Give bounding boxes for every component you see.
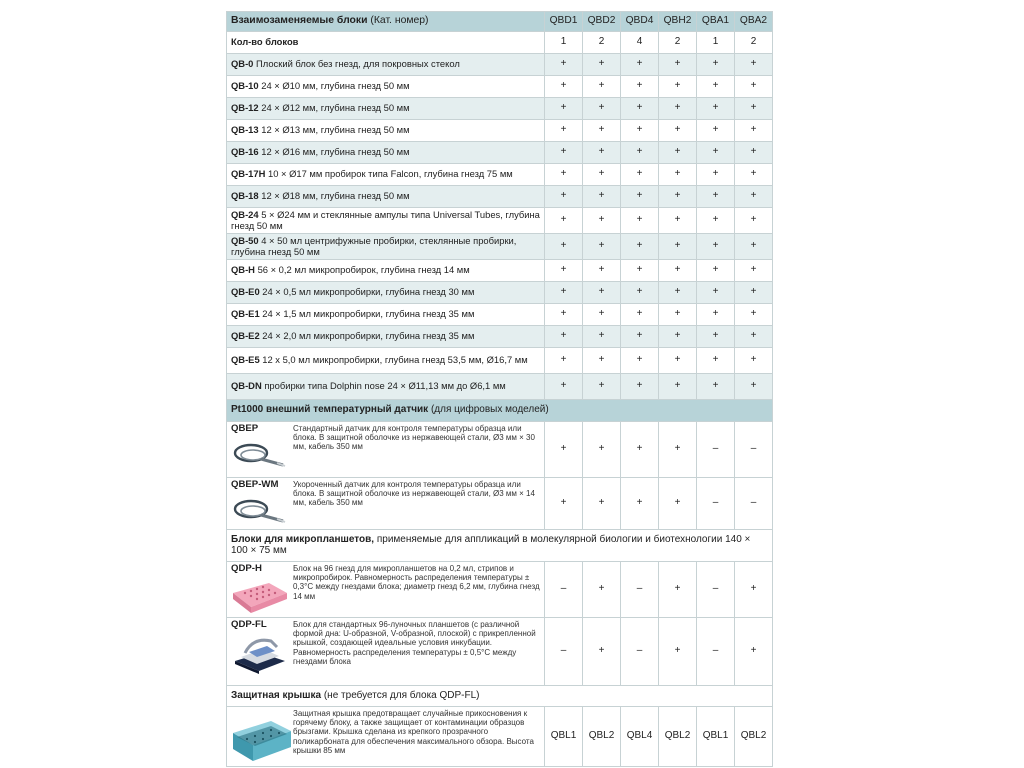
availability-cell: + (583, 282, 621, 304)
product-description (227, 422, 545, 478)
section-title (227, 530, 773, 562)
product-details: Стандартный датчик для контроля температуры образца или блока. В защитной оболочке из нержавеющей стали, Ø3 мм × 30 мм, кабель 350 мм (293, 424, 535, 452)
block-description (227, 304, 545, 326)
block-description (227, 282, 545, 304)
availability-cell: + (621, 164, 659, 186)
section-title (227, 400, 773, 422)
product-id (231, 618, 293, 677)
availability-cell: QBL1 (697, 707, 735, 767)
availability-cell: + (545, 326, 583, 348)
model-header: QBD1 (545, 12, 583, 32)
availability-cell: + (545, 260, 583, 282)
availability-cell: + (735, 260, 773, 282)
product-details: Укороченный датчик для контроля температуры образца или блока. В защитной оболочке из нержавеющей стали, Ø3 мм × 14 мм, кабель 350 мм (293, 480, 535, 508)
availability-cell: – (735, 422, 773, 478)
count-cell: 1 (545, 32, 583, 54)
availability-cell: + (583, 326, 621, 348)
availability-cell: + (545, 98, 583, 120)
availability-cell: + (545, 120, 583, 142)
availability-cell: QBL4 (621, 707, 659, 767)
availability-cell: + (583, 618, 621, 686)
block-row (227, 54, 773, 76)
block-code: QB-16 (231, 146, 259, 158)
block-description (227, 186, 545, 208)
availability-cell: + (697, 260, 735, 282)
count-cell: 2 (735, 32, 773, 54)
block-description (227, 208, 545, 234)
availability-cell: + (583, 374, 621, 400)
availability-cell: + (735, 618, 773, 686)
count-cell: 2 (659, 32, 697, 54)
availability-cell: + (735, 374, 773, 400)
product-code: QDP-FL (231, 619, 267, 630)
availability-cell: + (621, 374, 659, 400)
availability-cell: + (659, 618, 697, 686)
header-title-note: (Кат. номер) (367, 15, 429, 27)
availability-cell: + (583, 234, 621, 260)
block-code: QB-10 (231, 80, 259, 92)
availability-cell: + (659, 562, 697, 618)
product-description (227, 618, 545, 686)
block-row (227, 208, 773, 234)
section-title (227, 686, 773, 707)
availability-cell: + (621, 186, 659, 208)
model-header: QBA2 (735, 12, 773, 32)
count-cell: 1 (697, 32, 735, 54)
product-cell (231, 707, 540, 766)
availability-cell: + (659, 186, 697, 208)
block-description (227, 326, 545, 348)
block-row (227, 142, 773, 164)
block-description (227, 142, 545, 164)
availability-cell: + (735, 304, 773, 326)
availability-cell: + (621, 422, 659, 478)
availability-cell: + (545, 234, 583, 260)
availability-cell: + (659, 282, 697, 304)
product-details: Блок для стандартных 96-луночных планшетов (с различной формой дна: U-образной, V-образной, плоской) с прикрепленной крышкой, создающей идеальные условия инкубации. Равномерность распределения температуры ± 0,5°C между гнездами блока (293, 620, 536, 666)
block-code: QB-12 (231, 102, 259, 114)
availability-cell: + (697, 76, 735, 98)
availability-cell: – (697, 618, 735, 686)
block-spec: 12 × Ø13 мм, глубина гнезд 50 мм (258, 124, 410, 136)
availability-cell: + (545, 54, 583, 76)
product-cell (231, 478, 540, 527)
block-description (227, 234, 545, 260)
availability-cell: + (735, 142, 773, 164)
temperature-sensor-icon (231, 439, 293, 472)
product-row (227, 562, 773, 618)
product-cell (231, 562, 540, 617)
availability-cell: + (659, 120, 697, 142)
availability-cell: + (659, 374, 697, 400)
availability-cell: + (697, 348, 735, 374)
availability-cell: + (735, 348, 773, 374)
section-header-row (227, 686, 773, 707)
compatibility-table-sheet (226, 11, 772, 767)
block-spec: 24 × 2,0 мл микропробирки, глубина гнезд 35 мм (259, 330, 475, 342)
availability-cell: – (545, 618, 583, 686)
block-code: QB-50 (231, 235, 259, 246)
block-spec: 56 × 0,2 мл микропробирок, глубина гнезд 14 мм (254, 264, 470, 276)
availability-cell: + (545, 282, 583, 304)
availability-cell: + (659, 422, 697, 478)
availability-cell: – (735, 478, 773, 530)
model-header: QBD2 (583, 12, 621, 32)
product-id (231, 422, 293, 471)
section-title-bold: Защитная крышка (231, 689, 322, 701)
availability-cell: + (659, 142, 697, 164)
availability-cell: + (545, 142, 583, 164)
availability-cell: + (621, 234, 659, 260)
block-spec: 10 × Ø17 мм пробирок типа Falcon, глубина гнезд 75 мм (265, 168, 513, 180)
availability-cell: + (583, 98, 621, 120)
availability-cell: + (735, 76, 773, 98)
availability-cell: + (545, 374, 583, 400)
availability-cell: + (621, 260, 659, 282)
section-header-row (227, 400, 773, 422)
product-code: QDP-H (231, 563, 262, 574)
section-title-note: (не требуется для блока QDP-FL) (321, 689, 480, 701)
compatibility-table (226, 11, 773, 767)
availability-cell: + (621, 304, 659, 326)
availability-cell: + (697, 234, 735, 260)
availability-cell: – (697, 478, 735, 530)
header-title (227, 12, 545, 32)
availability-cell: QBL2 (583, 707, 621, 767)
availability-cell: + (545, 348, 583, 374)
protective-lid-icon (231, 713, 293, 766)
section-title-bold: Блоки для микропланшетов, (231, 534, 375, 545)
count-label (227, 32, 545, 54)
count-row (227, 32, 773, 54)
availability-cell: + (659, 304, 697, 326)
block-code: QB-0 (231, 58, 254, 70)
section-title-bold: Pt1000 внешний температурный датчик (231, 404, 429, 416)
availability-cell: + (735, 562, 773, 618)
availability-cell: + (735, 282, 773, 304)
block-row (227, 304, 773, 326)
block-description (227, 120, 545, 142)
availability-cell: + (697, 208, 735, 234)
count-cell: 4 (621, 32, 659, 54)
availability-cell: + (583, 120, 621, 142)
availability-cell: + (735, 54, 773, 76)
block-spec: 24 × 0,5 мл микропробирки, глубина гнезд 30 мм (259, 286, 475, 298)
availability-cell: + (621, 98, 659, 120)
block-code: QB-18 (231, 190, 259, 202)
availability-cell: + (545, 164, 583, 186)
block-spec: 5 × Ø24 мм и стеклянные ампулы типа Universal Tubes, глубина гнезд 50 мм (231, 209, 540, 231)
availability-cell: + (545, 186, 583, 208)
availability-cell: + (697, 326, 735, 348)
block-code: QB-17H (231, 168, 266, 180)
block-code: QB-H (231, 264, 255, 276)
availability-cell: – (621, 562, 659, 618)
availability-cell: + (621, 478, 659, 530)
block-spec: 4 × 50 мл центрифужные пробирки, стеклянные пробирки, глубина гнезд 50 мм (231, 235, 517, 257)
availability-cell: + (545, 208, 583, 234)
section-header-row (227, 530, 773, 562)
product-code: QBEP (231, 423, 259, 434)
availability-cell: + (583, 422, 621, 478)
availability-cell: + (659, 326, 697, 348)
availability-cell: + (621, 54, 659, 76)
availability-cell: + (621, 208, 659, 234)
model-header: QBA1 (697, 12, 735, 32)
block-description (227, 54, 545, 76)
availability-cell: + (697, 374, 735, 400)
block-description (227, 374, 545, 400)
section-title-note: (для цифровых моделей) (428, 404, 549, 416)
availability-cell: + (583, 186, 621, 208)
availability-cell: + (545, 422, 583, 478)
availability-cell: QBL2 (659, 707, 697, 767)
block-spec: 24 × Ø10 мм, глубина гнезд 50 мм (258, 80, 410, 92)
availability-cell: + (583, 76, 621, 98)
availability-cell: + (621, 282, 659, 304)
product-code: QBEP-WM (231, 479, 279, 490)
product-row (227, 618, 773, 686)
count-label-text: Кол-во блоков (231, 36, 299, 48)
model-header: QBD4 (621, 12, 659, 32)
availability-cell: + (545, 76, 583, 98)
product-row (227, 478, 773, 530)
microplate-block-icon (231, 579, 293, 618)
block-description (227, 260, 545, 282)
block-code: QB-24 (231, 209, 259, 220)
block-spec: 24 × Ø12 мм, глубина гнезд 50 мм (258, 102, 410, 114)
availability-cell: + (583, 348, 621, 374)
block-code: QB-13 (231, 124, 259, 136)
block-row (227, 326, 773, 348)
block-description (227, 164, 545, 186)
availability-cell: + (735, 186, 773, 208)
availability-cell: + (697, 304, 735, 326)
availability-cell: + (621, 348, 659, 374)
header-title-bold: Взаимозаменяемые блоки (231, 15, 368, 27)
block-code: QB-E2 (231, 330, 260, 342)
availability-cell: + (583, 478, 621, 530)
availability-cell: QBL2 (735, 707, 773, 767)
availability-cell: + (621, 76, 659, 98)
block-spec: 12 × Ø16 мм, глубина гнезд 50 мм (258, 146, 410, 158)
availability-cell: + (735, 98, 773, 120)
product-details: Блок на 96 гнезд для микропланшетов на 0,2 мл, стрипов и микропробирок. Равномерность распределения температуры ± 0,3°C между гнездами блока; диаметр гнезд 6,2 мм, глубина гнезд 14 мм (293, 564, 540, 601)
availability-cell: + (697, 282, 735, 304)
availability-cell: + (697, 120, 735, 142)
block-spec: Плоский блок без гнезд, для покровных стекол (253, 58, 460, 70)
product-description (227, 707, 545, 767)
temperature-sensor-icon (231, 495, 293, 528)
block-row (227, 76, 773, 98)
availability-cell: + (583, 208, 621, 234)
availability-cell: + (697, 54, 735, 76)
product-id (231, 707, 293, 766)
availability-cell: + (583, 260, 621, 282)
availability-cell: + (735, 234, 773, 260)
block-description (227, 98, 545, 120)
availability-cell: + (697, 142, 735, 164)
availability-cell: + (735, 164, 773, 186)
availability-cell: + (545, 304, 583, 326)
availability-cell: + (659, 98, 697, 120)
product-row (227, 707, 773, 767)
availability-cell: – (621, 618, 659, 686)
availability-cell: + (697, 98, 735, 120)
availability-cell: – (697, 562, 735, 618)
block-code: QB-DN (231, 380, 262, 392)
availability-cell: + (735, 120, 773, 142)
model-header: QBH2 (659, 12, 697, 32)
block-code: QB-E1 (231, 308, 260, 320)
product-id (231, 562, 293, 617)
availability-cell: + (621, 120, 659, 142)
availability-cell: + (697, 186, 735, 208)
product-id (231, 478, 293, 527)
block-row (227, 98, 773, 120)
block-spec: 12 x 5,0 мл микропробирки, глубина гнезд 53,5 мм, Ø16,7 мм (259, 354, 528, 366)
availability-cell: + (545, 478, 583, 530)
availability-cell: – (697, 422, 735, 478)
header-row (227, 12, 773, 32)
availability-cell: + (659, 164, 697, 186)
block-row (227, 164, 773, 186)
block-row (227, 260, 773, 282)
availability-cell: + (735, 326, 773, 348)
availability-cell: + (621, 142, 659, 164)
block-spec: пробирки типа Dolphin nose 24 × Ø11,13 мм до Ø6,1 мм (261, 380, 506, 392)
product-cell (231, 618, 540, 677)
availability-cell: + (621, 326, 659, 348)
block-row (227, 348, 773, 374)
product-description (227, 478, 545, 530)
availability-cell: + (659, 348, 697, 374)
block-row (227, 234, 773, 260)
block-code: QB-E5 (231, 354, 260, 366)
availability-cell: + (659, 234, 697, 260)
block-spec: 12 × Ø18 мм, глубина гнезд 50 мм (258, 190, 410, 202)
availability-cell: + (659, 76, 697, 98)
availability-cell: + (583, 562, 621, 618)
availability-cell: + (659, 260, 697, 282)
section-title-note: применяемые для аппликаций в молекулярной биологии и биотехнологии 140 × 100 × 75 мм (231, 534, 751, 556)
availability-cell: + (659, 208, 697, 234)
block-row (227, 282, 773, 304)
block-spec: 24 × 1,5 мл микропробирки, глубина гнезд 35 мм (259, 308, 475, 320)
availability-cell: – (545, 562, 583, 618)
availability-cell: + (735, 208, 773, 234)
block-row (227, 374, 773, 400)
count-cell: 2 (583, 32, 621, 54)
product-description (227, 562, 545, 618)
product-details: Защитная крышка предотвращает случайные прикосновения к горячему блоку, а также защищает от контаминации образцов брызгами. Крышка сделана из крепкого прозрачного поликарбоната для обеспечения максимального обзора. Высота крышки 85 мм (293, 709, 534, 755)
availability-cell: + (583, 304, 621, 326)
block-row (227, 186, 773, 208)
block-description (227, 348, 545, 374)
microplate-lid-block-icon (231, 635, 293, 678)
availability-cell: + (659, 54, 697, 76)
availability-cell: + (583, 142, 621, 164)
availability-cell: + (583, 164, 621, 186)
block-code: QB-E0 (231, 286, 260, 298)
product-cell (231, 422, 540, 471)
block-description (227, 76, 545, 98)
availability-cell: + (697, 164, 735, 186)
block-row (227, 120, 773, 142)
availability-cell: + (583, 54, 621, 76)
product-row (227, 422, 773, 478)
availability-cell: + (659, 478, 697, 530)
availability-cell: QBL1 (545, 707, 583, 767)
